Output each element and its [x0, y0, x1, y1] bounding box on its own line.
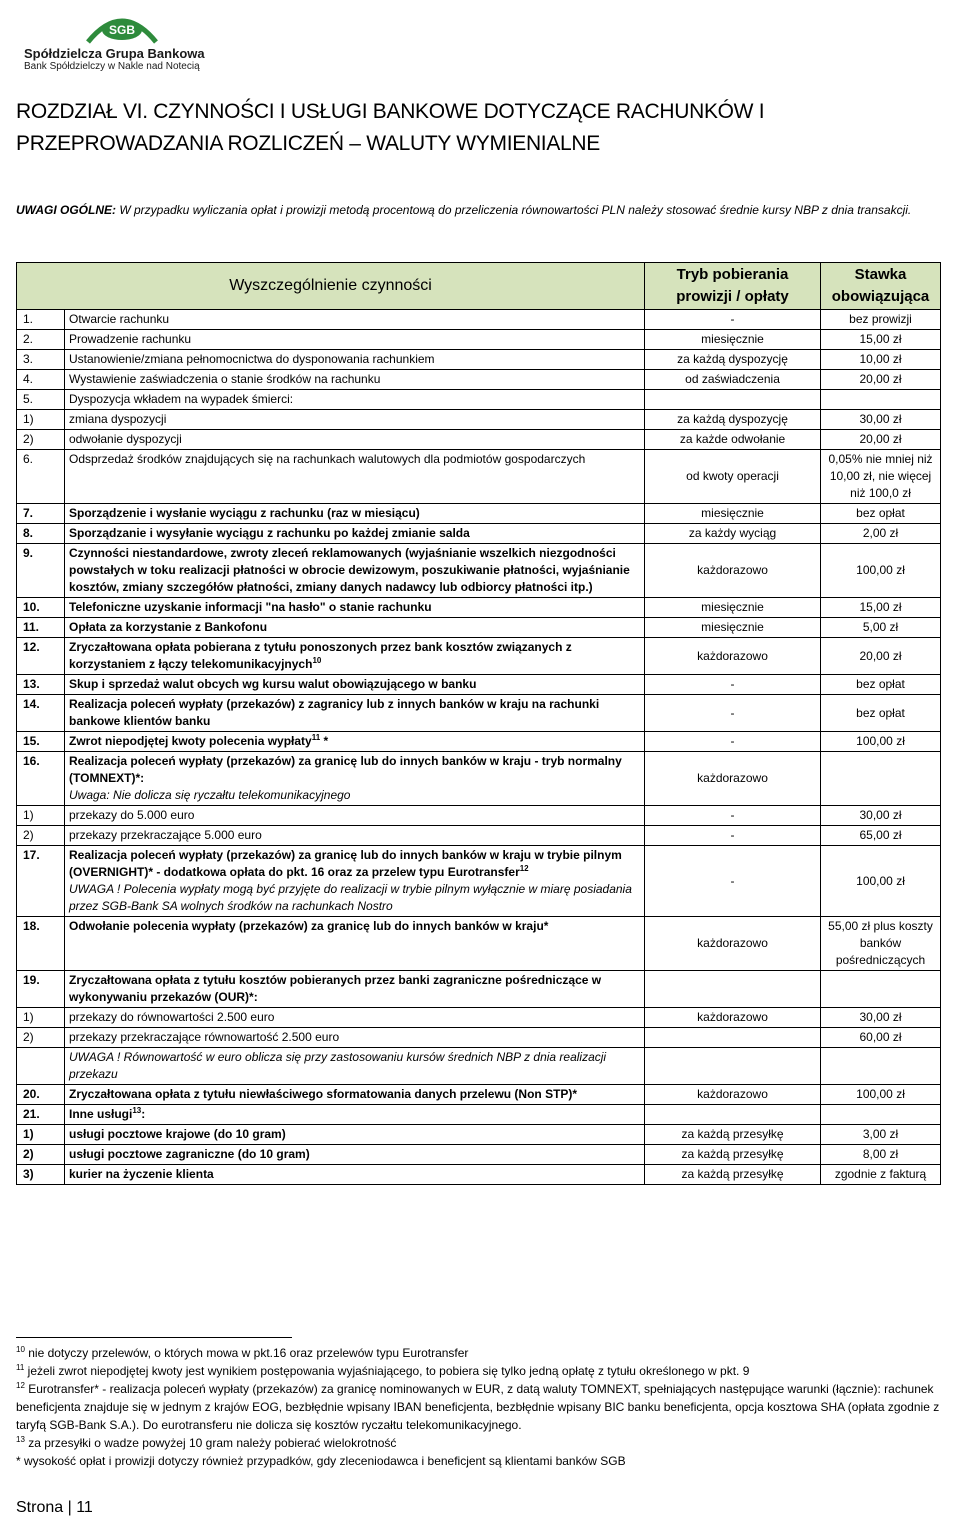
- row-description: [65, 1028, 645, 1048]
- row-note: Uwaga: Nie dolicza się ryczałtu telekomunikacyjnego: [69, 788, 351, 802]
- footnote: [16, 1452, 946, 1470]
- row-number: 1): [17, 806, 65, 826]
- row-mode: -: [645, 695, 821, 732]
- row-mode: za każdą dyspozycję: [645, 350, 821, 370]
- row-rate: bez opłat: [821, 675, 941, 695]
- row-rate: 65,00 zł: [821, 826, 941, 846]
- table-row: [17, 732, 941, 752]
- row-number: 20.: [17, 1085, 65, 1105]
- row-description-text: Realizacja poleceń wypłaty (przekazów) za granicę lub do innych banków w kraju w trybie pilnym (OVERNIGHT)* - dodatkowa opłata do pkt. 16 oraz za przelew typu Eurotransfer: [69, 848, 622, 879]
- row-description: [65, 410, 645, 430]
- footnote-number: 10: [16, 1345, 25, 1354]
- footnote-ref: 11: [311, 733, 321, 742]
- fees-table-body: [17, 310, 941, 1185]
- table-header-row: [17, 263, 941, 310]
- row-description: [65, 1125, 645, 1145]
- row-description: [65, 450, 645, 504]
- row-rate: 60,00 zł: [821, 1028, 941, 1048]
- footnote-number: 12: [16, 1381, 25, 1390]
- row-rate: 55,00 zł plus koszty banków pośredniczących: [821, 917, 941, 971]
- row-description: [65, 1085, 645, 1105]
- bank-name: Spółdzielcza Grupa Bankowa: [24, 46, 205, 61]
- row-mode: miesięcznie: [645, 330, 821, 350]
- row-rate: 100,00 zł: [821, 1085, 941, 1105]
- row-mode: za każdą przesyłkę: [645, 1165, 821, 1185]
- footnote: [16, 1362, 946, 1380]
- row-number: 9.: [17, 544, 65, 598]
- row-description: [65, 330, 645, 350]
- row-number: 2): [17, 430, 65, 450]
- table-row: [17, 1165, 941, 1185]
- footnotes: [16, 1344, 946, 1470]
- row-description: [65, 598, 645, 618]
- bank-subtitle: Bank Spółdzielczy w Nakle nad Notecią: [24, 61, 200, 72]
- table-row: [17, 544, 941, 598]
- table-row: [17, 826, 941, 846]
- row-description: [65, 1048, 645, 1085]
- chapter-title: ROZDZIAŁ VI. CZYNNOŚCI I USŁUGI BANKOWE DOTYCZĄCE RACHUNKÓW I PRZEPROWADZANIA ROZLICZEŃ – WALUTY WYMIENIALNE: [16, 100, 765, 155]
- row-mode: od zaświadczenia: [645, 370, 821, 390]
- row-mode: -: [645, 310, 821, 330]
- row-mode: każdorazowo: [645, 1085, 821, 1105]
- general-notes: [16, 200, 946, 220]
- row-mode: od kwoty operacji: [645, 450, 821, 504]
- sgb-logo-icon: [82, 8, 162, 48]
- row-mode: za każde odwołanie: [645, 430, 821, 450]
- row-description-text: Sporządzanie i wysyłanie wyciągu z rachunku po każdej zmianie salda: [69, 526, 470, 540]
- row-note: UWAGA ! Polecenia wypłaty mogą być przyjęte do realizacji w trybie pilnym wyłącznie w miarę posiadania przez SGB-Bank SA wolnych środków na rachunkach Nostro: [69, 882, 632, 913]
- table-row: [17, 524, 941, 544]
- row-mode: -: [645, 806, 821, 826]
- row-description: [65, 370, 645, 390]
- row-description-text: usługi pocztowe krajowe (do 10 gram): [69, 1127, 286, 1141]
- row-mode: [645, 971, 821, 1008]
- row-number: [17, 1048, 65, 1085]
- table-row: [17, 1125, 941, 1145]
- row-number: 13.: [17, 675, 65, 695]
- table-row: [17, 806, 941, 826]
- row-rate: [821, 752, 941, 806]
- footnote-ref: 10: [312, 656, 322, 665]
- row-mode: każdorazowo: [645, 1008, 821, 1028]
- row-number: 19.: [17, 971, 65, 1008]
- row-mode: miesięcznie: [645, 618, 821, 638]
- table-row: [17, 618, 941, 638]
- row-number: 21.: [17, 1105, 65, 1125]
- row-description-suffix: *: [320, 734, 329, 748]
- row-rate: [821, 390, 941, 410]
- row-description-suffix: :: [141, 1107, 146, 1121]
- table-row: [17, 1028, 941, 1048]
- row-description: [65, 806, 645, 826]
- table-row: [17, 450, 941, 504]
- footnote-text: Eurotransfer* - realizacja poleceń wypłaty (przekazów) za granicę nominowanych w EUR, z datą waluty TOMNEXT, spełniających następujące warunki (łącznie): rachunek beneficjenta znajduje się w jednym z krajów EOG, bezbłędnie wpisany IBAN beneficjenta, bezbłędnie wpisany BIC banku beneficjenta, opcja kosztowa SHA (opłata zgodnie z taryfą SGB-Bank S.A.). Do eurotransferu nie dolicza się kosztów ryczałtu telekomunikacyjnego.: [16, 1382, 940, 1432]
- row-mode: każdorazowo: [645, 917, 821, 971]
- row-description: [65, 638, 645, 675]
- footnote: [16, 1344, 946, 1362]
- row-mode: -: [645, 732, 821, 752]
- row-mode: [645, 390, 821, 410]
- table-row: [17, 846, 941, 917]
- row-number: 2): [17, 826, 65, 846]
- row-rate: 20,00 zł: [821, 370, 941, 390]
- row-mode: [645, 1105, 821, 1125]
- table-row: [17, 695, 941, 732]
- row-rate: bez opłat: [821, 695, 941, 732]
- row-rate: 2,00 zł: [821, 524, 941, 544]
- row-number: 15.: [17, 732, 65, 752]
- row-number: 16.: [17, 752, 65, 806]
- row-description-text: Odsprzedaż środków znajdujących się na rachunkach walutowych dla podmiotów gospodarczych: [69, 452, 586, 466]
- row-rate: 5,00 zł: [821, 618, 941, 638]
- row-number: 3.: [17, 350, 65, 370]
- row-number: 1.: [17, 310, 65, 330]
- row-rate: 15,00 zł: [821, 598, 941, 618]
- table-row: [17, 971, 941, 1008]
- row-description-text: przekazy przekraczające równowartość 2.500 euro: [69, 1030, 340, 1044]
- row-mode: za każdą przesyłkę: [645, 1145, 821, 1165]
- row-mode: [645, 1048, 821, 1085]
- row-description: [65, 1008, 645, 1028]
- footnote-number: 11: [16, 1363, 25, 1372]
- table-row: [17, 504, 941, 524]
- row-description: [65, 917, 645, 971]
- row-number: 14.: [17, 695, 65, 732]
- row-number: 2): [17, 1028, 65, 1048]
- footnote-text: za przesyłki o wadze powyżej 10 gram należy pobierać wielokrotność: [24, 1436, 397, 1450]
- row-description-text: przekazy do równowartości 2.500 euro: [69, 1010, 275, 1024]
- bank-logo: [18, 6, 218, 70]
- table-row: [17, 1008, 941, 1028]
- row-rate: [821, 1105, 941, 1125]
- row-number: 4.: [17, 370, 65, 390]
- row-description-text: Realizacja poleceń wypłaty (przekazów) z zagranicy lub z innych banków w kraju na rachunki bankowe klientów banku: [69, 697, 600, 728]
- footnote-text: jeżeli zwrot niepodjętej kwoty jest wynikiem postępowania wyjaśniającego, to pobiera się tylko jedną opłatę z tytułu określonego w pkt. 9: [24, 1364, 750, 1378]
- row-description-text: przekazy przekraczające 5.000 euro: [69, 828, 262, 842]
- table-row: [17, 675, 941, 695]
- footnote-text: * wysokość opłat i prowizji dotyczy również przypadków, gdy zleceniodawca i beneficjent są klientami banków SGB: [16, 1454, 626, 1468]
- table-row: [17, 1048, 941, 1085]
- row-description-text: Skup i sprzedaż walut obcych wg kursu walut obowiązującego w banku: [69, 677, 477, 691]
- row-description-text: Opłata za korzystanie z Bankofonu: [69, 620, 268, 634]
- table-row: [17, 1085, 941, 1105]
- row-rate: bez prowizji: [821, 310, 941, 330]
- table-row: [17, 917, 941, 971]
- row-mode: za każdą przesyłkę: [645, 1125, 821, 1145]
- row-number: 7.: [17, 504, 65, 524]
- row-rate: 8,00 zł: [821, 1145, 941, 1165]
- footnote-number: 13: [16, 1435, 25, 1444]
- table-row: [17, 1105, 941, 1125]
- row-mode: każdorazowo: [645, 638, 821, 675]
- row-description: [65, 430, 645, 450]
- row-mode: za każdą dyspozycję: [645, 410, 821, 430]
- row-description-text: kurier na życzenie klienta: [69, 1167, 214, 1181]
- row-rate: 30,00 zł: [821, 410, 941, 430]
- row-rate: 0,05% nie mniej niż 10,00 zł, nie więcej niż 100,0 zł: [821, 450, 941, 504]
- table-row: [17, 410, 941, 430]
- row-description-text: usługi pocztowe zagraniczne (do 10 gram): [69, 1147, 310, 1161]
- row-number: 5.: [17, 390, 65, 410]
- row-number: 2.: [17, 330, 65, 350]
- table-row: [17, 638, 941, 675]
- row-rate: 100,00 zł: [821, 846, 941, 917]
- row-description-text: Realizacja poleceń wypłaty (przekazów) za granicę lub do innych banków w kraju - tryb normalny (TOMNEXT)*:: [69, 754, 622, 785]
- footnote-ref: 13: [132, 1106, 142, 1115]
- row-note: UWAGA ! Równowartość w euro oblicza się przy zastosowaniu kursów średnich NBP z dnia realizacji przekazu: [69, 1050, 607, 1081]
- row-rate: 100,00 zł: [821, 544, 941, 598]
- table-row: [17, 390, 941, 410]
- row-description: [65, 1105, 645, 1125]
- row-description: [65, 544, 645, 598]
- header-mode: Tryb pobierania prowizji / opłaty: [645, 263, 821, 310]
- row-description: [65, 971, 645, 1008]
- row-description: [65, 846, 645, 917]
- row-number: 12.: [17, 638, 65, 675]
- general-notes-text: W przypadku wyliczania opłat i prowizji metodą procentową do przeliczenia równowartości PLN należy stosować średnie kursy NBP z dnia transakcji.: [116, 203, 912, 217]
- row-description: [65, 752, 645, 806]
- row-number: 18.: [17, 917, 65, 971]
- row-description: [65, 1145, 645, 1165]
- row-number: 1): [17, 1008, 65, 1028]
- row-description-text: Odwołanie polecenia wypłaty (przekazów) za granicę lub do innych banków w kraju*: [69, 919, 549, 933]
- footnote: [16, 1380, 946, 1434]
- row-number: 10.: [17, 598, 65, 618]
- row-rate: 3,00 zł: [821, 1125, 941, 1145]
- row-number: 8.: [17, 524, 65, 544]
- row-description-text: Otwarcie rachunku: [69, 312, 170, 326]
- footnote-ref: 12: [519, 864, 529, 873]
- row-mode: [645, 1028, 821, 1048]
- table-row: [17, 1145, 941, 1165]
- row-description-text: Zryczałtowana opłata z tytułu niewłaściwego sformatowania danych przelewu (Non STP)*: [69, 1087, 578, 1101]
- row-description-text: Zwrot niepodjętej kwoty polecenia wypłaty: [69, 734, 312, 748]
- row-number: 11.: [17, 618, 65, 638]
- row-mode: każdorazowo: [645, 752, 821, 806]
- row-mode: miesięcznie: [645, 504, 821, 524]
- row-description-text: zmiana dyspozycji: [69, 412, 167, 426]
- row-description-text: Inne usługi: [69, 1107, 133, 1121]
- row-number: 17.: [17, 846, 65, 917]
- row-description-text: Zryczałtowana opłata pobierana z tytułu ponoszonych przez bank kosztów związanych z korzystaniem z łączy telekomunikacyjnych: [69, 640, 572, 671]
- row-mode: -: [645, 826, 821, 846]
- row-description-text: Zryczałtowana opłata z tytułu kosztów pobieranych przez banki zagraniczne pośredniczące w wykonywaniu przekazów (OUR)*:: [69, 973, 602, 1004]
- table-row: [17, 350, 941, 370]
- table-row: [17, 330, 941, 350]
- footnote-text: nie dotyczy przelewów, o których mowa w pkt.16 oraz przelewów typu Eurotransfer: [24, 1346, 469, 1360]
- header-name: Wyszczególnienie czynności: [17, 263, 645, 310]
- row-rate: 100,00 zł: [821, 732, 941, 752]
- fees-table: [16, 262, 941, 1185]
- table-row: [17, 310, 941, 330]
- table-row: [17, 370, 941, 390]
- table-row: [17, 598, 941, 618]
- footnote: [16, 1434, 946, 1452]
- row-rate: 30,00 zł: [821, 806, 941, 826]
- row-mode: każdorazowo: [645, 544, 821, 598]
- row-rate: 30,00 zł: [821, 1008, 941, 1028]
- page-number: Strona | 11: [16, 1499, 93, 1516]
- row-description: [65, 695, 645, 732]
- row-rate: 10,00 zł: [821, 350, 941, 370]
- row-description-text: Czynności niestandardowe, zwroty zleceń reklamowanych (wyjaśnianie wszelkich niezgodności powstałych w toku realizacji płatności w obrocie dewizowym, poszukiwanie płatności, wyjaśnianie kosztów, zmiany szczegółów płatności, zmiany danych nadawcy lub odbiorcy płatności itp.): [69, 546, 630, 594]
- row-number: 6.: [17, 450, 65, 504]
- table-row: [17, 430, 941, 450]
- row-rate: zgodnie z fakturą: [821, 1165, 941, 1185]
- row-number: 1): [17, 410, 65, 430]
- row-rate: [821, 971, 941, 1008]
- row-rate: bez opłat: [821, 504, 941, 524]
- row-description: [65, 350, 645, 370]
- row-description: [65, 1165, 645, 1185]
- table-row: [17, 752, 941, 806]
- row-rate: 15,00 zł: [821, 330, 941, 350]
- row-description: [65, 504, 645, 524]
- row-mode: miesięcznie: [645, 598, 821, 618]
- general-notes-label: UWAGI OGÓLNE:: [16, 203, 116, 217]
- row-number: 2): [17, 1145, 65, 1165]
- row-description: [65, 732, 645, 752]
- row-description-text: Wystawienie zaświadczenia o stanie środków na rachunku: [69, 372, 381, 386]
- row-description: [65, 618, 645, 638]
- row-mode: -: [645, 675, 821, 695]
- row-description-text: przekazy do 5.000 euro: [69, 808, 195, 822]
- row-description-text: Telefoniczne uzyskanie informacji "na hasło" o stanie rachunku: [69, 600, 432, 614]
- logo-mark-text: SGB: [108, 23, 136, 37]
- row-description-text: Ustanowienie/zmiana pełnomocnictwa do dysponowania rachunkiem: [69, 352, 435, 366]
- row-description: [65, 524, 645, 544]
- row-mode: za każdy wyciąg: [645, 524, 821, 544]
- row-description: [65, 390, 645, 410]
- row-description-text: Sporządzenie i wysłanie wyciągu z rachunku (raz w miesiącu): [69, 506, 420, 520]
- row-description-text: odwołanie dyspozycji: [69, 432, 182, 446]
- row-rate: [821, 1048, 941, 1085]
- row-number: 3): [17, 1165, 65, 1185]
- row-description-text: Prowadzenie rachunku: [69, 332, 192, 346]
- row-description: [65, 826, 645, 846]
- row-description-text: Dyspozycja wkładem na wypadek śmierci:: [69, 392, 294, 406]
- row-rate: 20,00 zł: [821, 430, 941, 450]
- header-rate: Stawka obowiązująca: [821, 263, 941, 310]
- row-description: [65, 675, 645, 695]
- row-description: [65, 310, 645, 330]
- row-number: 1): [17, 1125, 65, 1145]
- footnote-divider: [16, 1337, 292, 1338]
- row-mode: -: [645, 846, 821, 917]
- row-rate: 20,00 zł: [821, 638, 941, 675]
